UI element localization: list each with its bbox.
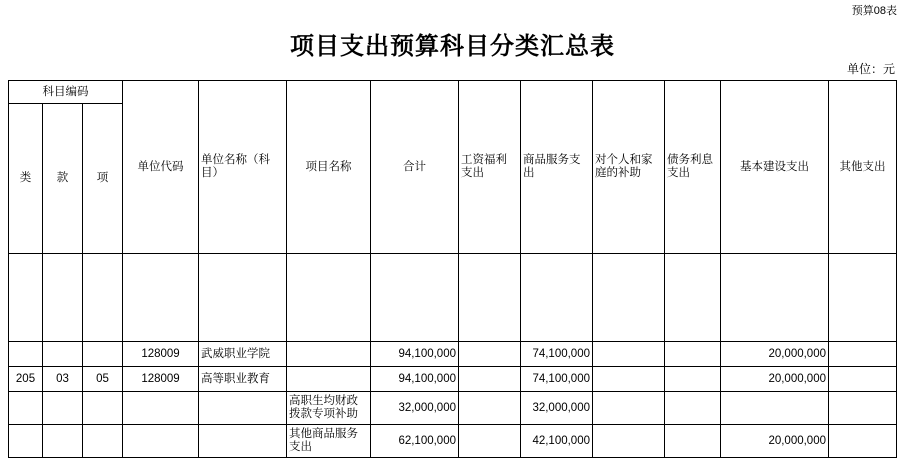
cell-other [829,392,897,425]
table-row[interactable] [9,392,897,425]
cell-unit-name [199,425,287,458]
cell-debt-interest [665,342,721,367]
spacer-cell [665,254,721,342]
cell-lei: 205 [9,367,43,392]
cell-goods-services: 32,000,000 [521,392,593,425]
cell-capital-construction: 20,000,000 [721,342,829,367]
cell-unit-code: 128009 [123,342,199,367]
spacer-cell [521,254,593,342]
cell-project-name: 高职生均财政拨款专项补助 [287,392,371,425]
cell-goods-services: 74,100,000 [521,367,593,392]
header-subject-code-group: 科目编码 [9,81,123,104]
spacer-cell [829,254,897,342]
cell-other [829,342,897,367]
table-header-group-row [9,81,897,104]
cell-goods-services: 42,100,000 [521,425,593,458]
cell-xiang [83,342,123,367]
spacer-cell [593,254,665,342]
cell-salary-welfare [459,392,521,425]
cell-other [829,367,897,392]
cell-project-name [287,367,371,392]
cell-unit-name [199,392,287,425]
cell-unit-code [123,392,199,425]
cell-xiang [83,392,123,425]
header-kuan: 款 [43,104,83,254]
header-lei: 类 [9,104,43,254]
cell-salary-welfare [459,342,521,367]
spacer-cell [371,254,459,342]
cell-debt-interest [665,392,721,425]
header-unit-code: 单位代码 [123,81,199,254]
header-other-expenditure: 其他支出 [829,81,897,254]
header-xiang: 项 [83,104,123,254]
spacer-cell [721,254,829,342]
cell-project-name: 其他商品服务支出 [287,425,371,458]
cell-project-name [287,342,371,367]
table-row[interactable] [9,425,897,458]
cell-salary-welfare [459,425,521,458]
cell-total: 94,100,000 [371,367,459,392]
cell-total: 62,100,000 [371,425,459,458]
header-capital-construction: 基本建设支出 [721,81,829,254]
header-debt-interest: 债务利息支出 [665,81,721,254]
document-code: 预算08表 [851,5,897,17]
cell-total: 32,000,000 [371,392,459,425]
header-salary-welfare: 工资福利支出 [459,81,521,254]
cell-kuan [43,392,83,425]
header-project-name: 项目名称 [287,81,371,254]
spacer-cell [287,254,371,342]
cell-lei [9,392,43,425]
cell-capital-construction: 20,000,000 [721,367,829,392]
cell-personal-family [593,392,665,425]
header-goods-services: 商品服务支出 [521,81,593,254]
cell-xiang [83,425,123,458]
page-title: 项目支出预算科目分类汇总表 [290,33,615,60]
spacer-cell [9,254,43,342]
header-total: 合计 [371,81,459,254]
cell-personal-family [593,342,665,367]
cell-unit-code [123,425,199,458]
cell-unit-name: 武威职业学院 [199,342,287,367]
spacer-cell [43,254,83,342]
cell-debt-interest [665,425,721,458]
table-row[interactable] [9,367,897,392]
cell-debt-interest [665,367,721,392]
cell-salary-welfare [459,367,521,392]
cell-kuan: 03 [43,367,83,392]
cell-xiang: 05 [83,367,123,392]
spacer-cell [459,254,521,342]
budget-table [8,80,897,458]
cell-lei [9,425,43,458]
spacer-cell [123,254,199,342]
cell-kuan [43,342,83,367]
header-unit-name: 单位名称（科目） [199,81,287,254]
header-personal-family-subsidy: 对个人和家庭的补助 [593,81,665,254]
cell-other [829,425,897,458]
table-row[interactable] [9,342,897,367]
cell-goods-services: 74,100,000 [521,342,593,367]
spacer-cell [199,254,287,342]
cell-unit-code: 128009 [123,367,199,392]
cell-kuan [43,425,83,458]
cell-personal-family [593,425,665,458]
currency-unit-label: 单位：元 [846,62,895,76]
cell-personal-family [593,367,665,392]
table-row-spacer [9,254,897,342]
cell-capital-construction [721,392,829,425]
spacer-cell [83,254,123,342]
cell-unit-name: 高等职业教育 [199,367,287,392]
cell-capital-construction: 20,000,000 [721,425,829,458]
cell-total: 94,100,000 [371,342,459,367]
cell-lei [9,342,43,367]
